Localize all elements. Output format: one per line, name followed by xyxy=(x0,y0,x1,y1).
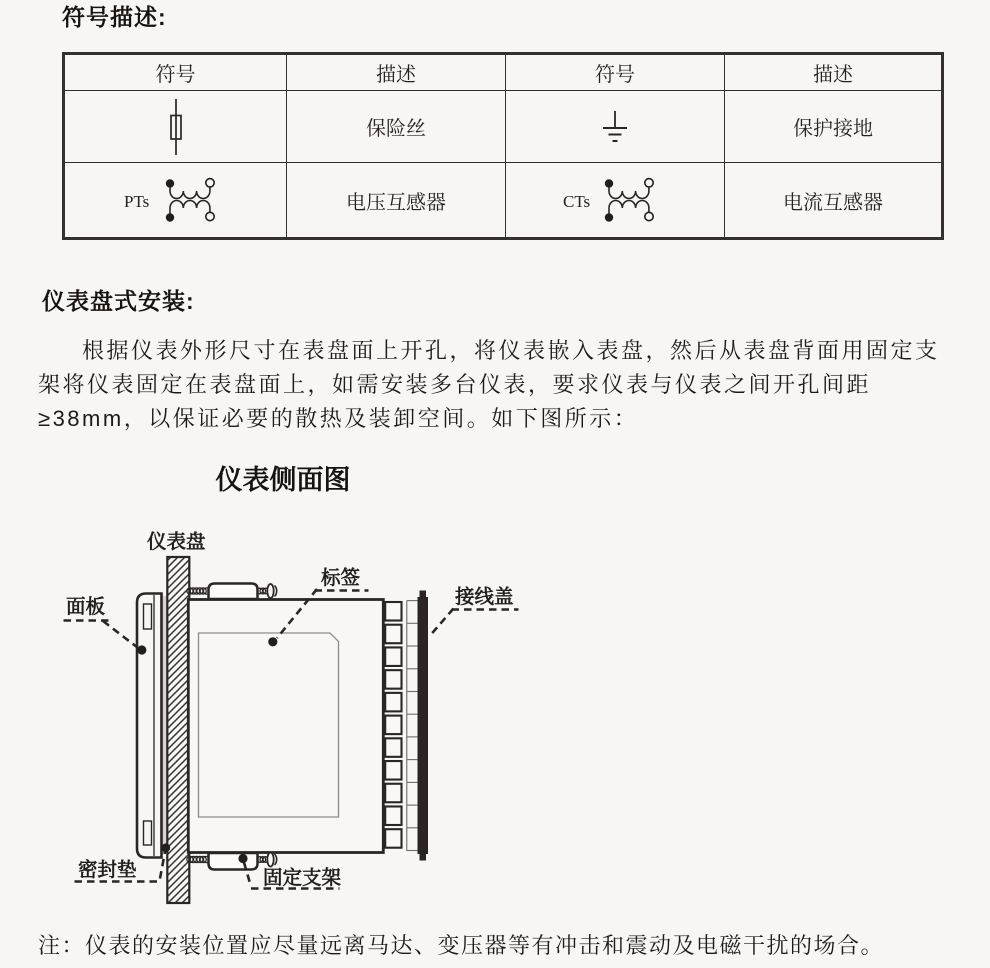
pt-desc-cell: 电压互感器 xyxy=(287,163,506,239)
front-bezel xyxy=(137,594,162,858)
top-bracket xyxy=(187,584,277,600)
table-row xyxy=(64,163,943,239)
ct-symbol-cell xyxy=(506,163,725,239)
instrument-body xyxy=(188,600,383,853)
fuse-desc-cell: 保险丝 xyxy=(287,91,506,163)
label-sticker: 标签 xyxy=(321,567,361,589)
header-desc-1: 描述 xyxy=(287,54,506,91)
header-symbol-1: 符号 xyxy=(64,54,287,91)
install-paragraph: 根据仪表外形尺寸在表盘面上开孔，将仪表嵌入表盘，然后从表盘背面用固定支架将仪表固定在表盘面上，如需安装多台仪表，要求仪表与仪表之间开孔间距≥38mm，以保证必要的散热及装卸空间。如下图所示： xyxy=(38,338,940,431)
label-front-panel: 面板 xyxy=(66,596,106,618)
pt-winding-icon xyxy=(124,176,228,224)
ct-desc-cell: 电流互感器 xyxy=(725,163,943,239)
note-text: 注：仪表的安装位置应尽量远离马达、变压器等有冲击和震动及电磁干扰的场合。 xyxy=(38,933,885,958)
fuse-icon xyxy=(169,99,183,155)
fuse-symbol-cell xyxy=(64,91,287,163)
header-desc-2: 描述 xyxy=(725,54,943,91)
ct-winding-icon xyxy=(563,176,667,224)
terminal-cover-bar xyxy=(418,591,429,861)
diagram-title: 仪表侧面图 xyxy=(215,465,351,495)
label-bracket: 固定支架 xyxy=(263,867,342,889)
install-section-title: 仪表盘式安装: xyxy=(42,288,195,314)
header-symbol-2: 符号 xyxy=(506,54,725,91)
label-panel-board: 仪表盘 xyxy=(147,531,206,553)
pt-symbol-cell xyxy=(64,163,287,239)
symbols-section-title: 符号描述: xyxy=(62,4,167,30)
protective-earth-icon xyxy=(602,111,628,143)
earth-desc-cell: 保护接地 xyxy=(725,91,943,163)
pt-label: PTs xyxy=(123,192,149,211)
label-terminal-cover: 接线盖 xyxy=(455,586,514,608)
earth-symbol-cell xyxy=(506,91,725,163)
terminal-rail xyxy=(407,601,418,852)
symbol-table-header-row xyxy=(64,54,943,91)
ct-label: CTs xyxy=(563,192,591,211)
symbol-table xyxy=(62,52,944,240)
terminal-block xyxy=(385,602,401,848)
panel-wall xyxy=(167,557,189,903)
side-view-diagram xyxy=(30,452,560,914)
table-row xyxy=(64,91,943,163)
label-gasket: 密封垫 xyxy=(78,859,137,881)
